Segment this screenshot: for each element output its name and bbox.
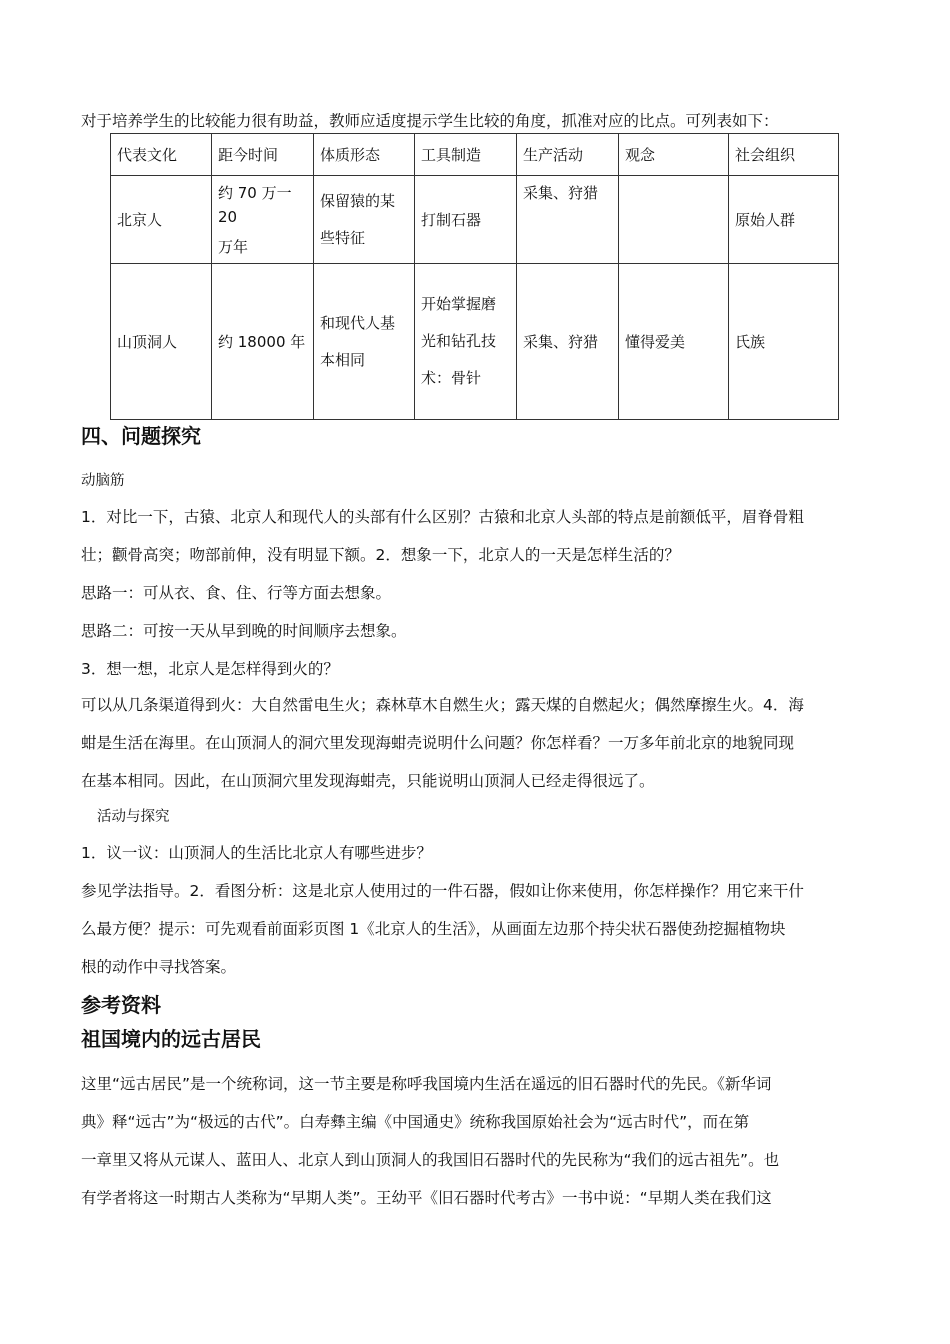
activity-1 [81, 834, 871, 872]
subheading-text: 动脑筋 [81, 473, 125, 489]
text-line: 蚶是生活在海里。在山顶洞人的洞穴里发现海蚶壳说明什么问题？你怎样看？一万多年前北京的地貌同现 [81, 734, 795, 752]
cell-production: 采集、狩猎 [517, 264, 619, 420]
text-line: 么最方便？提示：可先观看前面彩页图 1《北京人的生活》，从画面左边那个持尖状石器使劲挖掘植物块 [81, 920, 786, 938]
cell-tools: 打制石器 [415, 176, 517, 264]
section-title: 四、问题探究 [81, 424, 201, 448]
cell-tools-line: 开始掌握磨 [421, 295, 497, 313]
intro-text: 对于培养学生的比较能力很有助益，教师应适度提示学生比较的角度，抓准对应的比点。可列表如下： [81, 112, 779, 130]
activity-2-paragraph [81, 872, 871, 986]
table-row [111, 264, 839, 420]
cell-body-line: 本相同 [320, 350, 366, 369]
cell-body [314, 176, 415, 264]
header-production: 生产活动 [517, 134, 619, 176]
cell-body-line: 些特征 [320, 228, 366, 247]
subheading-dongnaojin [81, 462, 871, 500]
cell-tools [415, 264, 517, 420]
cell-body [314, 264, 415, 420]
cell-production: 采集、狩猎 [517, 176, 619, 264]
cell-concept: 懂得爱美 [619, 264, 729, 420]
cell-organization: 原始人群 [729, 176, 839, 264]
header-culture: 代表文化 [111, 134, 212, 176]
question-1-paragraph [81, 498, 871, 574]
table-row [111, 176, 839, 264]
cell-time-line: 20 [218, 207, 238, 226]
subheading-text: 活动与探究 [97, 809, 170, 825]
text-line: 思路一：可从衣、食、住、行等方面去想象。 [81, 584, 392, 602]
cell-concept [619, 176, 729, 264]
text-line: 一章里又将从元谋人、蓝田人、北京人到山顶洞人的我国旧石器时代的先民称为“我们的远古祖先”。也 [81, 1151, 780, 1169]
text-line: 根的动作中寻找答案。 [81, 958, 237, 976]
header-organization: 社会组织 [729, 134, 839, 176]
text-line: 典》释“远古”为“极远的古代”。白寿彝主编《中国通史》统称我国原始社会为“远古时代”，而在第 [81, 1113, 750, 1131]
header-time: 距今时间 [212, 134, 314, 176]
text-line: 参见学法指导。2．看图分析：这是北京人使用过的一件石器，假如让你来使用，你怎样操作？用它来干什 [81, 882, 804, 900]
cell-organization: 氏族 [729, 264, 839, 420]
header-tools: 工具制造 [415, 134, 517, 176]
reference-subtitle: 祖国境内的远古居民 [81, 1027, 261, 1051]
subheading-activity [97, 798, 887, 836]
cell-tools-line: 术：骨针 [421, 369, 482, 387]
cell-time [212, 176, 314, 264]
cell-tools-line: 光和钻孔技 [421, 332, 497, 350]
text-line: 思路二：可按一天从早到晚的时间顺序去想象。 [81, 622, 407, 640]
cell-time-line: 万年 [218, 237, 249, 256]
header-concept: 观念 [619, 134, 729, 176]
text-line: 有学者将这一时期古人类称为“早期人类”。王幼平《旧石器时代考古》一书中说：“早期人类在我们这 [81, 1189, 772, 1207]
cell-time-line: 约 70 万一 [218, 183, 292, 202]
question-3 [81, 650, 871, 688]
comparison-table [110, 133, 839, 420]
text-line: 1．对比一下，古猿、北京人和现代人的头部有什么区别？古猿和北京人头部的特点是前额低平，眉脊骨粗 [81, 508, 804, 526]
cell-body-line: 保留猿的某 [320, 191, 396, 210]
text-line: 在基本相同。因此，在山顶洞穴里发现海蚶壳，只能说明山顶洞人已经走得很远了。 [81, 772, 655, 790]
idea-1 [81, 574, 871, 612]
cell-time: 约 18000 年 [212, 264, 314, 420]
cell-culture: 北京人 [111, 176, 212, 264]
cell-culture: 山顶洞人 [111, 264, 212, 420]
reference-paragraph [81, 1065, 871, 1217]
text-line: 3．想一想，北京人是怎样得到火的？ [81, 660, 339, 678]
table-header-row [111, 134, 839, 176]
text-line: 1．议一议：山顶洞人的生活比北京人有哪些进步？ [81, 844, 432, 862]
cell-body-line: 和现代人基 [320, 313, 396, 332]
header-body: 体质形态 [314, 134, 415, 176]
idea-2 [81, 612, 871, 650]
fire-paragraph [81, 686, 871, 800]
text-line: 这里“远古居民”是一个统称词，这一节主要是称呼我国境内生活在遥远的旧石器时代的先民。《新华词 [81, 1075, 772, 1093]
text-line: 壮；颧骨高突；吻部前伸，没有明显下额。2．想象一下，北京人的一天是怎样生活的？ [81, 546, 680, 564]
text-line: 可以从几条渠道得到火：大自然雷电生火；森林草木自燃生火；露天煤的自燃起火；偶然摩擦生火。4．海 [81, 696, 804, 714]
reference-title: 参考资料 [81, 993, 161, 1017]
